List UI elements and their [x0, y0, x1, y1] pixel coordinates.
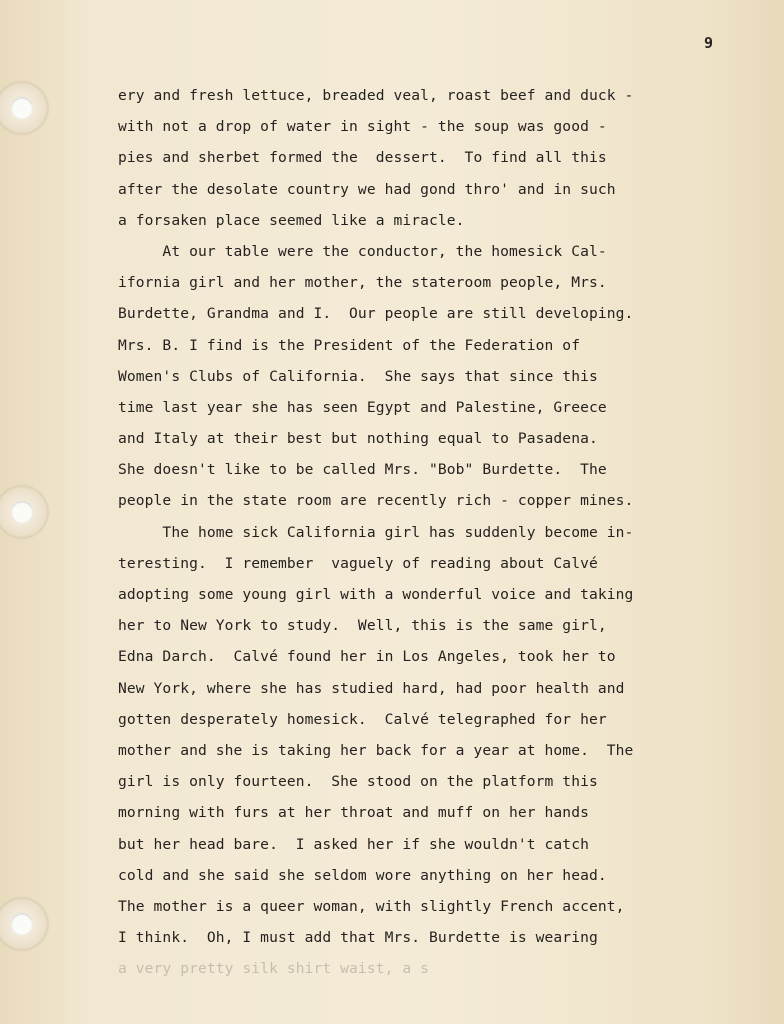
text-line: gotten desperately homesick. Calvé telegraphed for her	[118, 710, 607, 728]
text-line: with not a drop of water in sight - the soup was good -	[118, 118, 607, 136]
text-line: people in the state room are recently rich - copper mines.	[118, 492, 634, 510]
text-line: morning with furs at her throat and muff on her hands	[118, 804, 589, 822]
text-line: after the desolate country we had gond thro' and in such	[118, 180, 616, 198]
text-line: girl is only fourteen. She stood on the platform this	[118, 773, 598, 791]
text-line: time last year she has seen Egypt and Palestine, Greece	[118, 398, 607, 416]
text-line: and Italy at their best but nothing equal to Pasadena.	[118, 430, 598, 448]
text-line: The mother is a queer woman, with slightly French accent,	[118, 897, 625, 915]
text-line: Mrs. B. I find is the President of the Federation of	[118, 336, 581, 354]
text-line: teresting. I remember vaguely of reading about Calvé	[118, 554, 598, 572]
text-line: The home sick California girl has suddenly become in-	[118, 523, 634, 541]
text-line: I think. Oh, I must add that Mrs. Burdette is wearing	[118, 929, 598, 947]
text-line: Burdette, Grandma and I. Our people are still developing.	[118, 305, 634, 323]
text-line: Women's Clubs of California. She says that since this	[118, 367, 598, 385]
body-text	[118, 80, 678, 984]
binder-hole-middle	[0, 486, 48, 538]
text-line: pies and sherbet formed the dessert. To find all this	[118, 149, 607, 167]
text-line: cold and she said she seldom wore anything on her head.	[118, 866, 607, 884]
text-line: mother and she is taking her back for a year at home. The	[118, 741, 634, 759]
text-line: ery and fresh lettuce, breaded veal, roast beef and duck -	[118, 87, 634, 104]
text-line: New York, where she has studied hard, had poor health and	[118, 679, 625, 697]
text-line: her to New York to study. Well, this is the same girl,	[118, 617, 607, 635]
text-line: At our table were the conductor, the homesick Cal-	[118, 242, 607, 260]
text-line: a forsaken place seemed like a miracle.	[118, 211, 465, 229]
text-line: Edna Darch. Calvé found her in Los Angeles, took her to	[118, 648, 616, 666]
binder-hole-top	[0, 82, 48, 134]
page-number: 9	[703, 34, 713, 52]
faded-text-line: a very pretty silk shirt waist, a s	[118, 960, 430, 978]
binder-hole-bottom	[0, 898, 48, 950]
text-line: ifornia girl and her mother, the stateroom people, Mrs.	[118, 274, 607, 292]
text-line: but her head bare. I asked her if she wouldn't catch	[118, 835, 589, 853]
text-line: adopting some young girl with a wonderful voice and taking	[118, 586, 634, 603]
text-line: She doesn't like to be called Mrs. "Bob" Burdette. The	[118, 461, 607, 479]
